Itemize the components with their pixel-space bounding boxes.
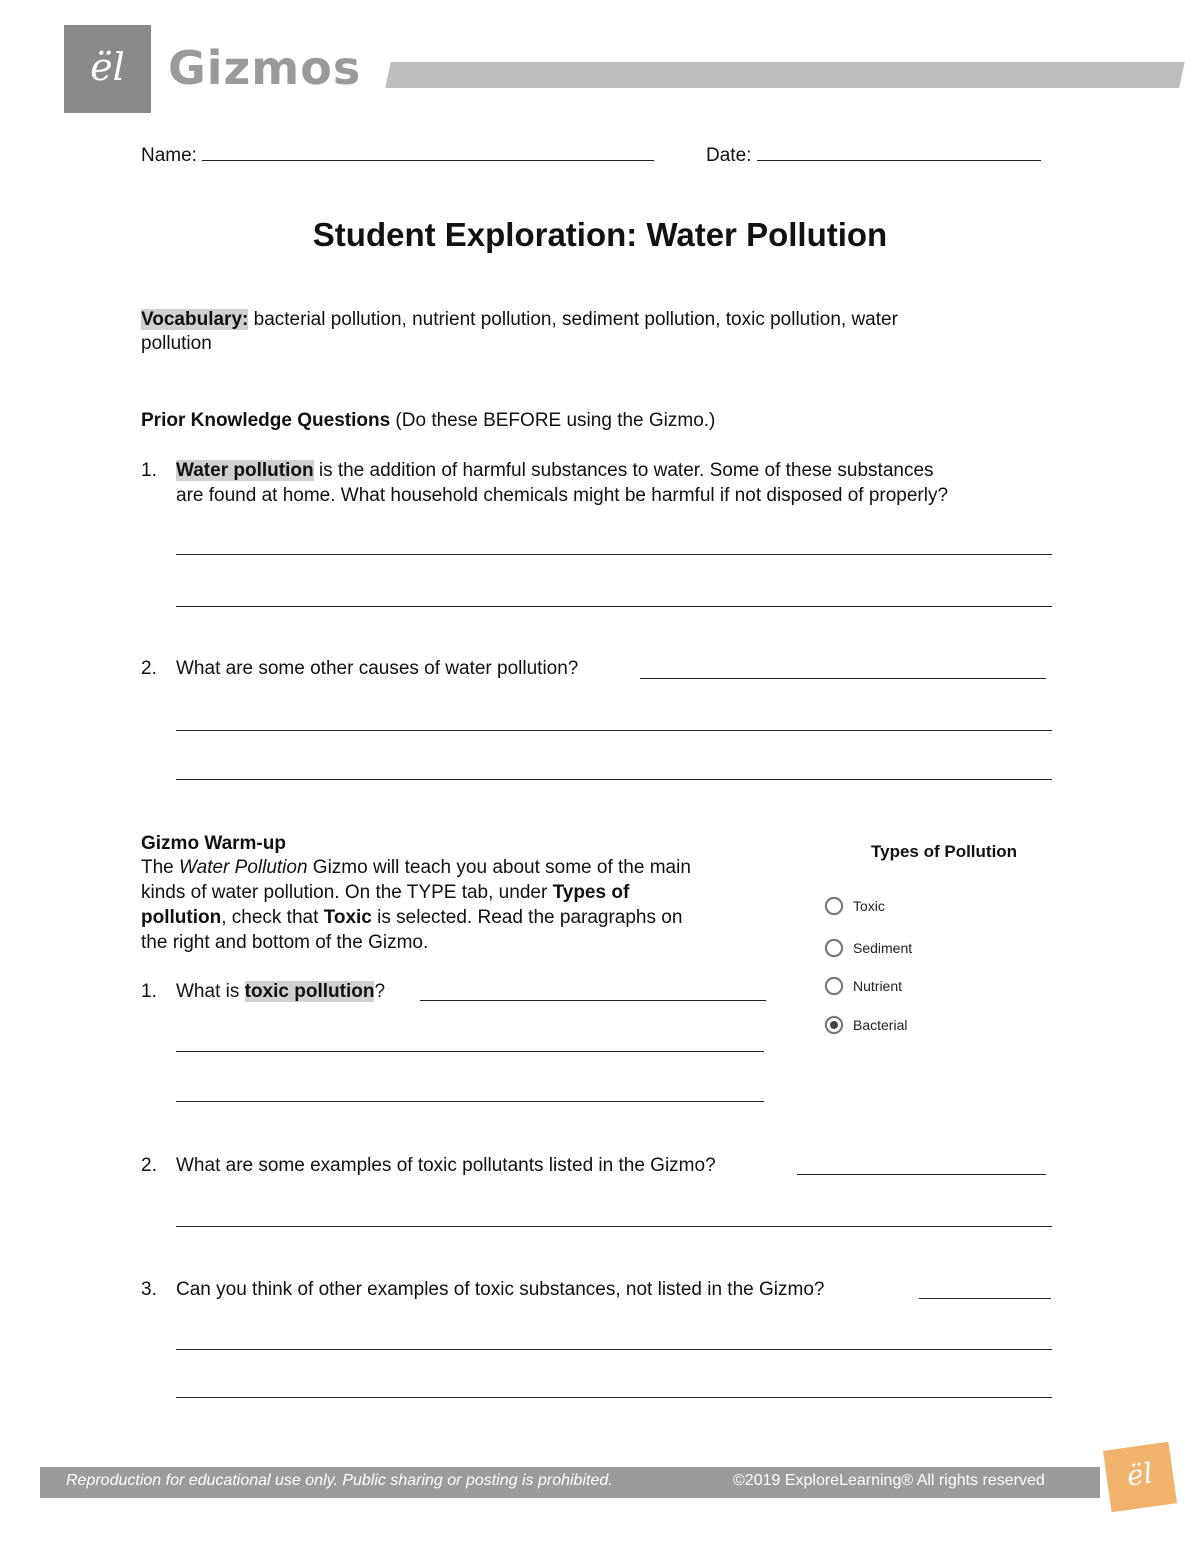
radio-button-icon[interactable] [825, 977, 843, 995]
name-label: Name: [141, 145, 197, 166]
warmup-text: Gizmo will teach you about some of the main [307, 857, 691, 878]
answer-line[interactable] [176, 1226, 1052, 1227]
date-label: Date: [706, 145, 752, 166]
logo-mark: ël [90, 45, 125, 89]
warmup-q1-text [176, 979, 385, 1004]
gizmos-logo [64, 25, 151, 113]
pollution-panel-title: Types of Pollution [871, 842, 1018, 861]
warmup-heading [141, 831, 286, 856]
warmup-paragraph-line-1 [141, 855, 691, 880]
warmup-q1-number: 1. [141, 981, 157, 1002]
warmup-text: The [141, 857, 180, 878]
prior-q1-text: is the addition of harmful substances to water. Some of these substances [313, 460, 934, 481]
warmup-paragraph-line-2 [141, 880, 629, 905]
answer-line[interactable] [176, 1349, 1052, 1350]
warmup-paragraph-line-4: the right and bottom of the Gizmo. [141, 932, 429, 953]
vocabulary-line-1 [141, 307, 898, 332]
warmup-q1-post: ? [374, 981, 386, 1002]
name-field[interactable] [202, 142, 654, 161]
footer-copyright: ©2019 ExploreLearning® All rights reserved [733, 1472, 1045, 1489]
date-row [706, 142, 1041, 168]
gizmo-name: Water Pollution [179, 857, 308, 878]
answer-line[interactable] [176, 554, 1052, 555]
warmup-q1-pre: What is [176, 981, 245, 1002]
vocabulary-terms: bacterial pollution, nutrient pollution, sediment pollution, toxic pollution, water [248, 309, 898, 330]
answer-line[interactable] [640, 678, 1046, 679]
answer-line[interactable] [919, 1298, 1051, 1299]
footer-logo [1103, 1442, 1177, 1513]
warmup-q3-number: 3. [141, 1279, 157, 1300]
answer-line[interactable] [420, 1000, 766, 1001]
warmup-bold: pollution [141, 907, 222, 928]
answer-line[interactable] [176, 1101, 764, 1102]
footer-notice: Reproduction for educational use only. Public sharing or posting is prohibited. [66, 1472, 613, 1489]
warmup-q1-term: toxic pollution [244, 981, 375, 1002]
radio-label: Sediment [853, 940, 913, 956]
name-row [141, 142, 654, 168]
prior-q1-line-1 [176, 458, 934, 483]
date-field[interactable] [757, 142, 1041, 161]
brand-name: Gizmos [168, 41, 362, 95]
vocabulary-line-2: pollution [141, 333, 212, 354]
prior-q2-text: What are some other causes of water pollution? [176, 658, 579, 679]
warmup-paragraph-line-3 [141, 905, 682, 930]
prior-heading-note: (Do these BEFORE using the Gizmo.) [390, 410, 716, 431]
prior-heading-text: Prior Knowledge Questions [141, 410, 391, 431]
warmup-bold: Types of [552, 882, 630, 903]
warmup-q2-number: 2. [141, 1155, 157, 1176]
radio-label: Toxic [853, 898, 885, 914]
answer-line[interactable] [797, 1174, 1046, 1175]
answer-line[interactable] [176, 779, 1052, 780]
answer-line[interactable] [176, 1051, 764, 1052]
radio-button-icon[interactable] [825, 939, 843, 957]
header-bar [385, 62, 1185, 88]
warmup-heading-text: Gizmo Warm-up [141, 833, 286, 854]
prior-knowledge-heading [141, 408, 715, 433]
warmup-text: , check that [221, 907, 324, 928]
prior-q2-number: 2. [141, 658, 157, 679]
warmup-q3-text: Can you think of other examples of toxic substances, not listed in the Gizmo? [176, 1279, 825, 1300]
warmup-text: kinds of water pollution. On the TYPE tab, under [141, 882, 553, 903]
prior-q1-term: Water pollution [176, 460, 314, 481]
warmup-text: is selected. Read the paragraphs on [371, 907, 683, 928]
radio-label: Nutrient [853, 978, 903, 994]
prior-q1-line-2: are found at home. What household chemicals might be harmful if not disposed of properly? [176, 485, 949, 506]
answer-line[interactable] [176, 730, 1052, 731]
page-title: Student Exploration: Water Pollution [312, 216, 888, 253]
footer-logo-mark: ël [1124, 1456, 1155, 1493]
answer-line[interactable] [176, 606, 1052, 607]
radio-button-selected-icon[interactable] [825, 1016, 843, 1034]
radio-label: Bacterial [853, 1017, 908, 1033]
warmup-bold: Toxic [323, 907, 372, 928]
prior-q1-number: 1. [141, 460, 157, 481]
warmup-q2-text: What are some examples of toxic pollutants listed in the Gizmo? [176, 1155, 716, 1176]
answer-line[interactable] [176, 1397, 1052, 1398]
radio-button-icon[interactable] [825, 897, 843, 915]
vocabulary-label: Vocabulary: [141, 309, 249, 330]
